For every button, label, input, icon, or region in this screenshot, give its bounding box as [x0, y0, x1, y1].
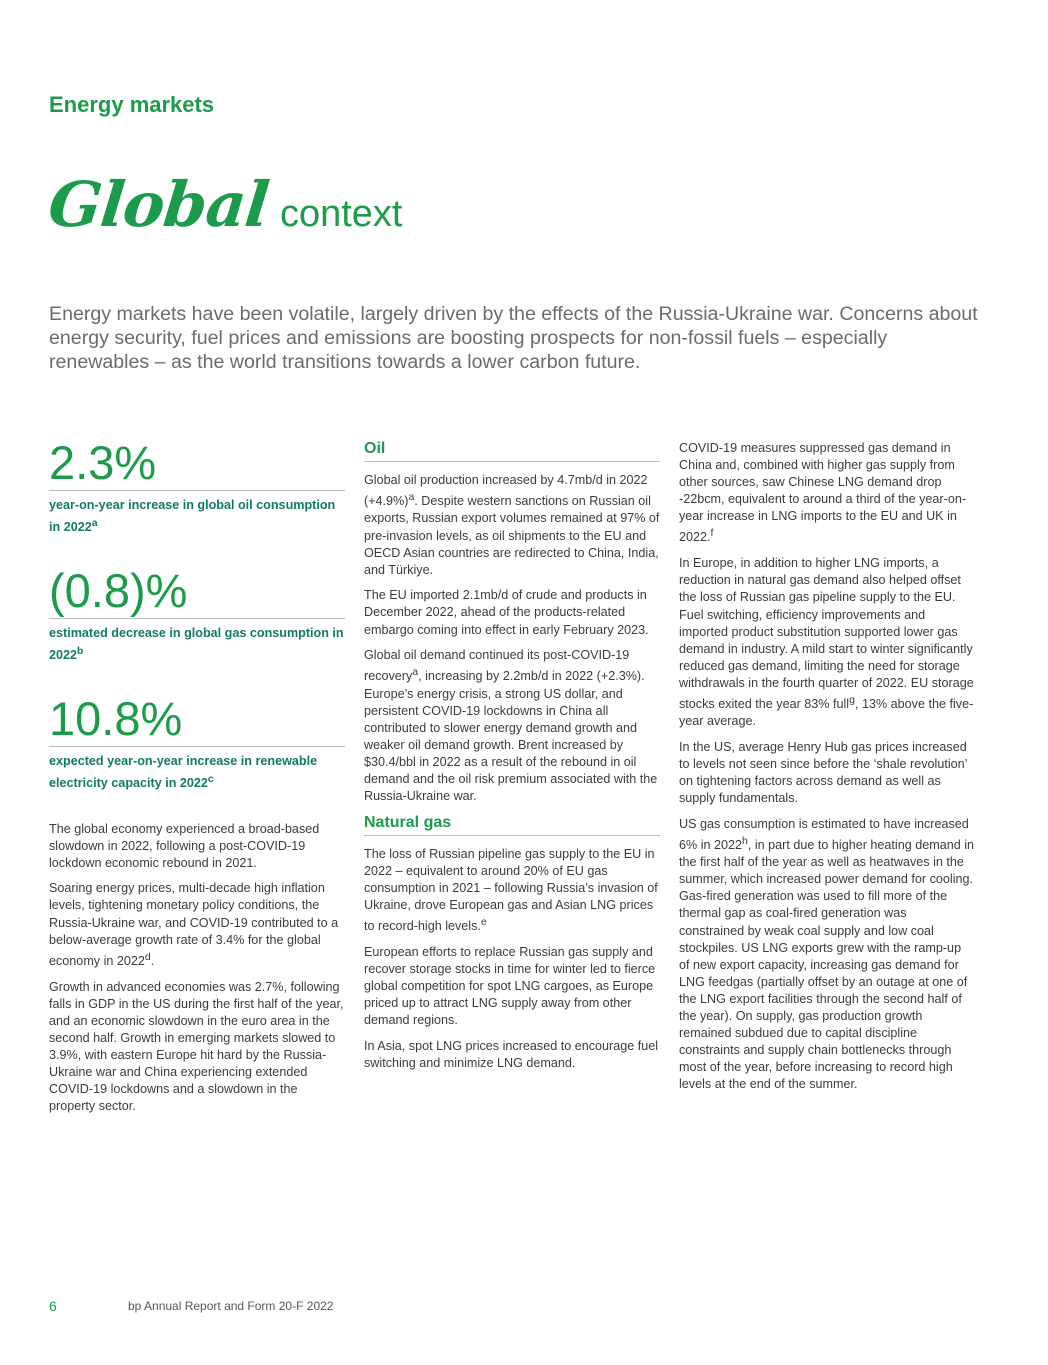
- stat-value: 2.3%: [49, 436, 345, 491]
- stat-gas-consumption: [49, 564, 345, 664]
- footer-title: bp Annual Report and Form 20-F 2022: [128, 1299, 334, 1313]
- gas-paragraph-6: In the US, average Henry Hub gas prices increased to levels not seen since before the ‘shale revolution’ on tightening factors across demand as well as supply fundamentals.: [679, 739, 967, 806]
- oil-paragraph-3: Global oil demand continued its post-COVID-19 recovery$^a$, increasing by 2.2mb/d in 2022 (+2.3%). Europe’s energy crisis, a strong US dollar, and persistent COVID-19 lockdowns in China all contributed to slower energy demand growth and weaker oil demand growth. Brent increased by $30.4/bbl in 2022 as a result of the rebound in oil demand and the oil risk premium associated with the Russia-Ukraine war.: [364, 648, 658, 804]
- gas-paragraph-1: The loss of Russian pipeline gas supply to the EU in 2022 – equivalent to around 20% of EU gas consumption in 2021 – following Russia’s invasion of Ukraine, drove European gas and Asian LNG prices to record-high levels.$^e$: [364, 846, 658, 934]
- stat-value: (0.8)%: [49, 564, 345, 619]
- footnote-marker: a: [412, 666, 419, 679]
- stat-caption: estimated decrease in global gas consumption in 2022$^b$: [49, 626, 344, 663]
- column-middle: [364, 436, 660, 1081]
- section-label: Energy markets: [49, 92, 215, 117]
- title-plain-word: context: [279, 193, 403, 235]
- stat-caption: expected year-on-year increase in renewable electricity capacity in 2022$^c$: [49, 754, 318, 791]
- economy-paragraph-3: Growth in advanced economies was 2.7%, following falls in GDP in the US during the first half of the year, and an economic slowdown in the euro area in the second half. Growth in emerging markets slowed to 3.9%, with eastern Europe hit hard by the Russia-Ukraine war and China experiencing extended COVID-19 lockdowns and a slowdown in the property sector.: [49, 979, 344, 1114]
- oil-paragraph-1: Global oil production increased by 4.7mb/d in 2022 $(+4.9\%)^a$. Despite western sanctions on Russian oil exports, Russian export volumes remained at 97% of pre-invasion levels, as oil shipments to the EU and OECD Asian countries are redirected to China, India, and Türkiye.: [364, 473, 660, 577]
- gas-paragraph-5: In Europe, in addition to higher LNG imports, a reduction in natural gas demand also helped offset the loss of Russian gas pipeline supply to the EU. Fuel switching, efficiency improvements and imported product substitution supported lower gas demand in industry. A mild start to winter significantly reduced gas demand, limiting the need for storage withdrawals in the fourth quarter of 2022. EU storage stocks exited the year 83% full$^g$, 13% above the five-year average.: [679, 556, 974, 729]
- page-number: 6: [49, 1298, 57, 1314]
- footnote-marker: f: [710, 527, 714, 540]
- economy-text: [49, 821, 345, 1116]
- footnote-marker: a: [91, 517, 98, 529]
- footnote-marker: d: [144, 950, 151, 963]
- footnote-marker: a: [408, 491, 415, 504]
- stat-renewable-capacity: [49, 692, 345, 792]
- intro-paragraph: Energy markets have been volatile, largely driven by the effects of the Russia-Ukraine war. Concerns about energy security, fuel prices and emissions are boosting prospects for non-fossil fuels – especially renewables – as the world transitions towards a lower carbon future.: [49, 303, 978, 373]
- footnote-marker: e: [480, 916, 487, 929]
- gas-paragraph-3: In Asia, spot LNG prices increased to encourage fuel switching and minimize LNG demand.: [364, 1038, 659, 1070]
- column-left: [49, 436, 345, 1124]
- title-script-word: Global: [45, 168, 272, 241]
- gas-paragraph-7: US gas consumption is estimated to have increased 6% in 2022$^h$, in part due to higher heating demand in the first half of the year as well as heatwaves in the summer, which increased power demand for cooling. Gas-fired generation was used to fill more of the thermal gap as coal-fired generation was constrained by weak coal supply and low coal stockpiles. US LNG exports grew with the ramp-up of new export capacity, increasing gas demand for LNG feedgas (partially offset by an outage at one of the LNG export facilities through the second half of the year). On supply, gas production growth remained subdued due to capital discipline constraints and supply chain bottlenecks through most of the year, before increasing to record high levels at the end of the summer.: [679, 816, 975, 1092]
- gas-paragraph-2: European efforts to replace Russian gas supply and recover storage stocks in time for winter led to fierce global competition for spot LNG cargoes, as Europe priced up to attract LNG supply away from other demand regions.: [364, 944, 656, 1028]
- stat-caption: year-on-year increase in global oil consumption in 2022$^a$: [49, 498, 336, 535]
- footnote-marker: b: [77, 645, 84, 658]
- oil-heading: Oil: [364, 440, 660, 462]
- gas-paragraph-4: COVID-19 measures suppressed gas demand in China and, combined with higher gas supply from other sources, saw Chinese LNG demand drop -22bcm, equivalent to around a third of the year-on-year increase in LNG imports to the EU and UK in 2022.$^f$: [679, 441, 967, 545]
- stat-oil-consumption: [49, 436, 345, 536]
- column-right: [679, 440, 975, 1102]
- footnote-marker: g: [849, 694, 855, 706]
- footnote-marker: h: [742, 834, 748, 847]
- page-title: [45, 168, 403, 258]
- stat-value: 10.8%: [49, 692, 345, 747]
- natural-gas-heading: Natural gas: [364, 814, 660, 836]
- economy-paragraph-2: Soaring energy prices, multi-decade high inflation levels, tightening monetary policy conditions, the Russia-Ukraine war, and COVID-19 contributed to a below-average growth rate of 3.4% for the global economy in 2022$^d$.: [49, 881, 339, 968]
- oil-paragraph-2: The EU imported 2.1mb/d of crude and products in December 2022, ahead of the products-related embargo coming into effect in early February 2023.: [364, 588, 649, 637]
- economy-paragraph-1: The global economy experienced a broad-based slowdown in 2022, following a post-COVID-19 lockdown economic rebound in 2021.: [49, 821, 320, 870]
- footnote-marker: c: [207, 773, 214, 786]
